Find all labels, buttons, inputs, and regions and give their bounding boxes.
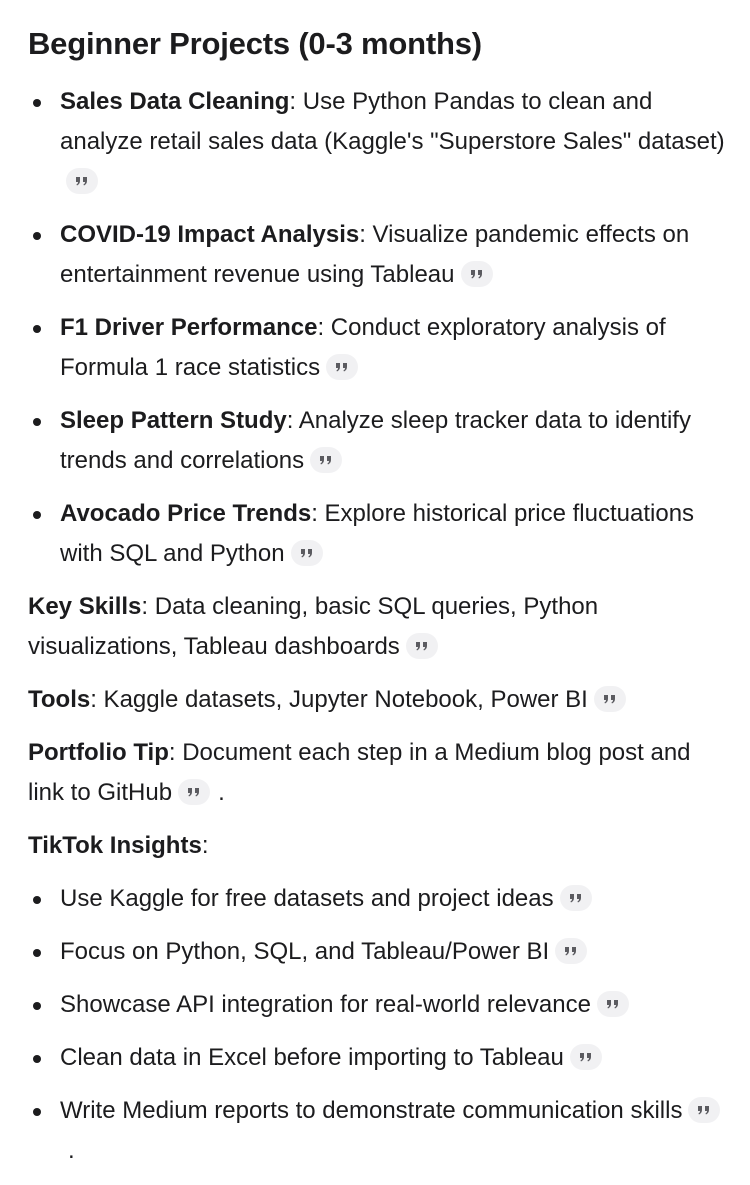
project-title: F1 Driver Performance [60, 314, 318, 341]
list-item [28, 932, 750, 972]
quote-citation-icon [415, 641, 429, 651]
project-description: : Use Python Pandas to clean and analyze retail sales data (Kaggle's "Superstore Sales" dataset) [60, 88, 725, 155]
citation-button[interactable] [461, 261, 493, 287]
key-skills-text: : Data cleaning, basic SQL queries, Python visualizations, Tableau dashboards [28, 593, 599, 660]
portfolio-tip-text: : Document each step in a Medium blog post and link to GitHub [28, 739, 691, 806]
tiktok-insights-list [28, 879, 750, 1171]
insight-text: Showcase API integration for real-world relevance [60, 991, 591, 1018]
list-item [28, 494, 750, 574]
tiktok-insights-heading [28, 826, 750, 866]
trailing-period: . [218, 779, 225, 806]
insight-text: Focus on Python, SQL, and Tableau/Power BI [60, 938, 550, 965]
list-item [28, 879, 750, 919]
quote-citation-icon [470, 269, 484, 279]
insight-text: Clean data in Excel before importing to Tableau [60, 1044, 564, 1071]
project-title: Sleep Pattern Study [60, 407, 287, 434]
citation-button[interactable] [310, 447, 342, 473]
tools-label: Tools [28, 686, 91, 713]
quote-citation-icon [606, 999, 620, 1009]
citation-button[interactable] [597, 991, 629, 1017]
project-title: Avocado Price Trends [60, 500, 312, 527]
quote-citation-icon [335, 362, 349, 372]
portfolio-tip-paragraph [28, 733, 750, 813]
citation-button[interactable] [291, 540, 323, 566]
tools-text: : Kaggle datasets, Jupyter Notebook, Power BI [90, 686, 588, 713]
insight-text: Use Kaggle for free datasets and project ideas [60, 885, 554, 912]
project-description: : Visualize pandemic effects on entertainment revenue using Tableau [60, 221, 690, 288]
quote-citation-icon [603, 694, 617, 704]
tools-paragraph [28, 680, 750, 720]
citation-button[interactable] [594, 686, 626, 712]
list-item [28, 82, 750, 202]
project-title: COVID-19 Impact Analysis [60, 221, 360, 248]
quote-citation-icon [300, 548, 314, 558]
list-item [28, 1038, 750, 1078]
citation-button[interactable] [688, 1097, 720, 1123]
quote-citation-icon [75, 176, 89, 186]
section-heading: Beginner Projects (0-3 months) [28, 26, 482, 61]
project-description: : Conduct exploratory analysis of Formula 1 race statistics [60, 314, 666, 381]
beginner-projects-list [28, 82, 750, 574]
citation-button[interactable] [560, 885, 592, 911]
key-skills-paragraph [28, 587, 750, 667]
citation-button[interactable] [555, 938, 587, 964]
citation-button[interactable] [406, 633, 438, 659]
trailing-period: . [68, 1137, 75, 1164]
tiktok-insights-label: TikTok Insights [28, 832, 202, 859]
project-description: : Explore historical price fluctuations with SQL and Python [60, 500, 695, 567]
quote-citation-icon [579, 1052, 593, 1062]
citation-button[interactable] [66, 168, 98, 194]
list-item [28, 1091, 750, 1171]
portfolio-tip-label: Portfolio Tip [28, 739, 169, 766]
citation-button[interactable] [326, 354, 358, 380]
citation-button[interactable] [570, 1044, 602, 1070]
insight-text: Write Medium reports to demonstrate communication skills [60, 1097, 683, 1124]
quote-citation-icon [187, 787, 201, 797]
list-item [28, 985, 750, 1025]
project-title: Sales Data Cleaning [60, 88, 290, 115]
list-item [28, 401, 750, 481]
citation-button[interactable] [178, 779, 210, 805]
project-description: : Analyze sleep tracker data to identify trends and correlations [60, 407, 691, 474]
quote-citation-icon [564, 946, 578, 956]
list-item [28, 308, 750, 388]
quote-citation-icon [319, 455, 333, 465]
list-item [28, 215, 750, 295]
key-skills-label: Key Skills [28, 593, 142, 620]
quote-citation-icon [697, 1105, 711, 1115]
tiktok-insights-colon: : [201, 832, 209, 859]
quote-citation-icon [569, 893, 583, 903]
